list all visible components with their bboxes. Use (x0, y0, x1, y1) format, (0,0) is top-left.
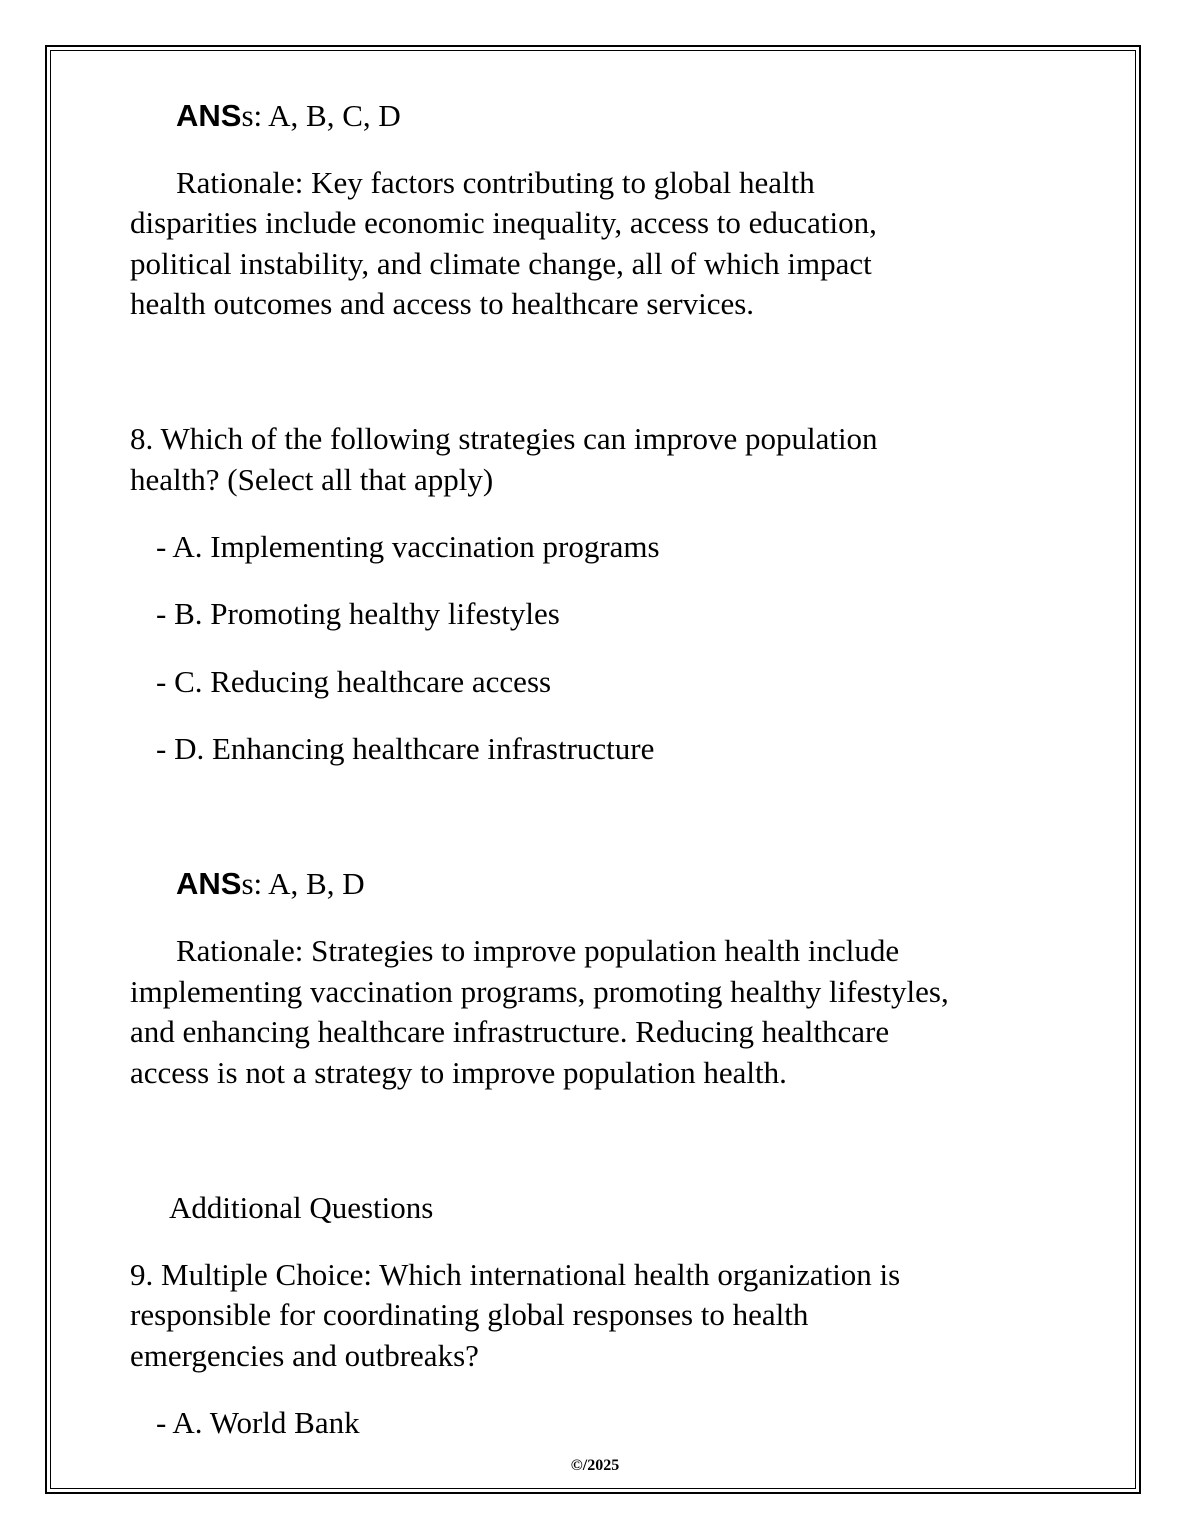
question-9-line-3: emergencies and outbreaks? (130, 1338, 479, 1373)
question-9-option-a: - A. World Bank (156, 1405, 360, 1440)
question-9-line-2: responsible for coordinating global responses to health (130, 1297, 809, 1332)
question-8-option-c: - C. Reducing healthcare access (156, 664, 552, 699)
answer-label: ANS (176, 866, 242, 901)
answer-value: s: A, B, C, D (241, 98, 401, 133)
rationale-2-line-2: implementing vaccination programs, promoting healthy lifestyles, (130, 974, 949, 1009)
answer-line-2 (176, 864, 365, 904)
question-9-line-1: 9. Multiple Choice: Which international health organization is (130, 1257, 901, 1292)
rationale-2-line-1: Rationale: Strategies to improve population health include (176, 933, 900, 968)
answer-label: ANS (176, 98, 242, 133)
answer-value: s: A, B, D (241, 866, 365, 901)
rationale-1-line-4: health outcomes and access to healthcare services. (130, 286, 755, 321)
question-8-option-a: - A. Implementing vaccination programs (156, 529, 660, 564)
rationale-1-line-3: political instability, and climate change, all of which impact (130, 246, 872, 281)
answer-line-1 (176, 96, 401, 136)
question-8-option-d: - D. Enhancing healthcare infrastructure (156, 731, 655, 766)
rationale-2-line-4: access is not a strategy to improve population health. (130, 1055, 787, 1090)
rationale-1-line-1: Rationale: Key factors contributing to global health (176, 165, 815, 200)
footer-copyright: ©/2025 (570, 1457, 620, 1474)
section-heading-additional-questions: Additional Questions (169, 1190, 434, 1225)
rationale-2-line-3: and enhancing healthcare infrastructure. Reducing healthcare (130, 1014, 890, 1049)
question-8-line-2: health? (Select all that apply) (130, 462, 494, 497)
rationale-1-line-2: disparities include economic inequality, access to education, (130, 205, 877, 240)
question-8-line-1: 8. Which of the following strategies can improve population (130, 421, 878, 456)
question-8-option-b: - B. Promoting healthy lifestyles (156, 596, 560, 631)
